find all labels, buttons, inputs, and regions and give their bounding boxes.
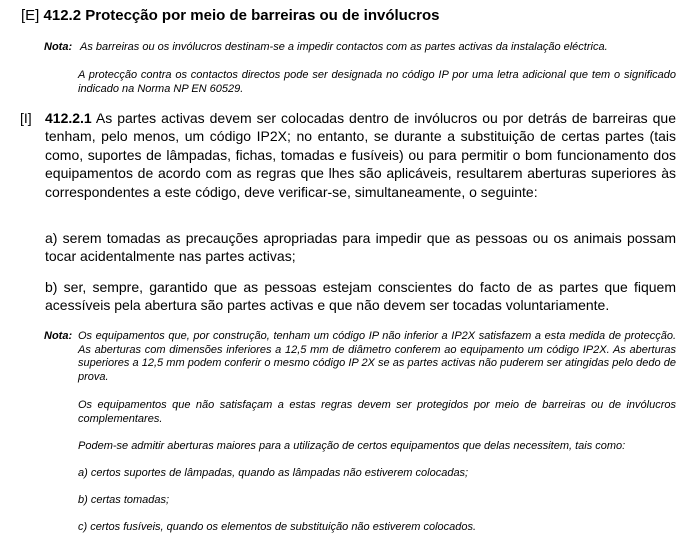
note2-paragraph3: Podem-se admitir aberturas maiores para a utilização de certos equipamentos que delas necessitem, tais como: bbox=[78, 440, 626, 452]
clause-item-a: a) serem tomadas as precauções apropriadas para impedir que as pessoas ou os animais possam tocar acidentalmente nas partes activas; bbox=[45, 230, 676, 265]
note2-paragraph2: Os equipamentos que não satisfaçam a estas regras devem ser protegidos por meio de barreiras ou de invólucros complementares. bbox=[78, 399, 676, 425]
note2-item-a: a) certos suportes de lâmpadas, quando as lâmpadas não estiverem colocadas; bbox=[78, 467, 469, 479]
clause-tag: [I] bbox=[20, 110, 32, 126]
note1-text: As barreiras ou os invólucros destinam-se a impedir contactos com as partes activas da instalação eléctrica. bbox=[80, 41, 608, 53]
clause-412-2-1 bbox=[20, 109, 676, 201]
section-tag: [E] bbox=[21, 7, 40, 24]
note2-item-c: c) certos fusíveis, quando os elementos de substituição não estiverem colocados. bbox=[78, 521, 477, 533]
clause-text: As partes activas devem ser colocadas dentro de invólucros ou por detrás de barreiras que tenham, pelo menos, um código IP2X; no entanto, se durante a substituição de certas partes (tais como, suportes de lâmpadas, fichas, tomadas e fusíveis) ou para permitir o bom funcionamento dos equipamentos de acordo com as regras que lhes são aplicáveis, resultarem aberturas superiores às correspondentes a este código, deve verificar-se, simultaneamente, o seguinte: bbox=[45, 110, 676, 200]
section-heading bbox=[21, 6, 440, 25]
clause-item-b: b) ser, sempre, garantido que as pessoas estejam conscientes do facto de as partes que fiquem acessíveis pela abertura são partes activas e que não devem ser tocadas voluntariamente. bbox=[45, 279, 676, 314]
note2-text: Os equipamentos que, por construção, tenham um código IP não inferior a IP2X satisfazem a esta medida de protecção. As aberturas com dimensões inferiores a 12,5 mm de diâmetro conferem ao equipamento um código IP2X. As aberturas superiores a 12,5 mm podem conferir o mesmo código IP 2X se as partes activas não puderem ser atingidas pelo dedo de prova. bbox=[78, 330, 676, 383]
note1-paragraph2: A protecção contra os contactos directos pode ser designada no código IP por uma letra adicional que tem o significado indicado na Norma NP EN 60529. bbox=[78, 69, 676, 95]
section-number: 412.2 bbox=[43, 7, 82, 24]
note2-label: Nota: bbox=[44, 330, 73, 342]
note1-label: Nota: bbox=[44, 41, 73, 53]
note2-item-b: b) certas tomadas; bbox=[78, 494, 170, 506]
clause-body bbox=[45, 109, 676, 201]
clause-number: 412.2.1 bbox=[45, 110, 92, 126]
section-title: Protecção por meio de barreiras ou de invólucros bbox=[85, 7, 440, 24]
